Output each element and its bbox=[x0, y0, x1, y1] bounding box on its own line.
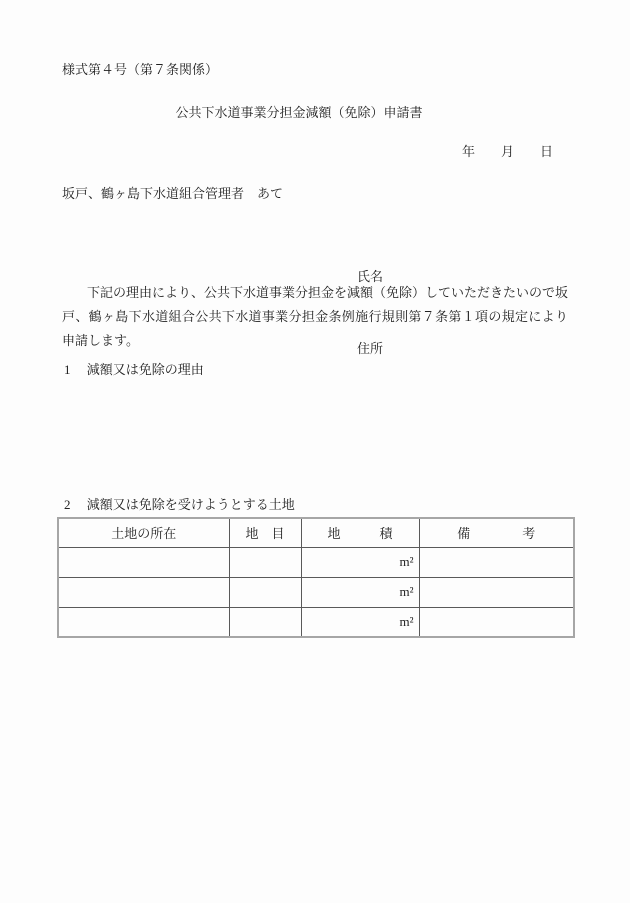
cell-remarks bbox=[419, 577, 574, 607]
cell-remarks bbox=[419, 547, 574, 577]
land-table bbox=[57, 517, 575, 638]
body-paragraph: 下記の理由により、公共下水道事業分担金を減額（免除）していただきたいので坂戸、鶴ヶ島下水道組合公共下水道事業分担金条例施行規則第７条第１項の規定により申請します。 bbox=[62, 285, 569, 348]
date-line: 年 月 日 bbox=[462, 144, 554, 159]
form-number: 様式第４号（第７条関係） bbox=[62, 62, 219, 77]
table-row bbox=[58, 547, 574, 577]
section-1-heading: 1 減額又は免除の理由 bbox=[64, 362, 204, 377]
col-header-land-location: 土地の所在 bbox=[58, 518, 229, 547]
table-row bbox=[58, 607, 574, 637]
cell-land-location bbox=[58, 607, 229, 637]
name-label: 氏名 bbox=[357, 269, 384, 284]
col-header-remarks: 備 考 bbox=[419, 518, 574, 547]
col-header-land-area: 地 積 bbox=[301, 518, 419, 547]
cell-land-location bbox=[58, 577, 229, 607]
cell-land-category bbox=[229, 577, 301, 607]
address-label: 住所 bbox=[357, 341, 384, 356]
cell-land-area-unit: m² bbox=[301, 577, 419, 607]
table-header-row bbox=[58, 518, 574, 547]
section-2-heading: 2 減額又は免除を受けようとする土地 bbox=[64, 497, 295, 512]
addressee-line: 坂戸、鶴ヶ島下水道組合管理者 あて bbox=[62, 186, 284, 201]
cell-remarks bbox=[419, 607, 574, 637]
cell-land-location bbox=[58, 547, 229, 577]
col-header-land-category: 地 目 bbox=[229, 518, 301, 547]
doc-title: 公共下水道事業分担金減額（免除）申請書 bbox=[175, 105, 423, 120]
cell-land-category bbox=[229, 607, 301, 637]
table-row bbox=[58, 577, 574, 607]
cell-land-category bbox=[229, 547, 301, 577]
cell-land-area-unit: m² bbox=[301, 547, 419, 577]
cell-land-area-unit: m² bbox=[301, 607, 419, 637]
